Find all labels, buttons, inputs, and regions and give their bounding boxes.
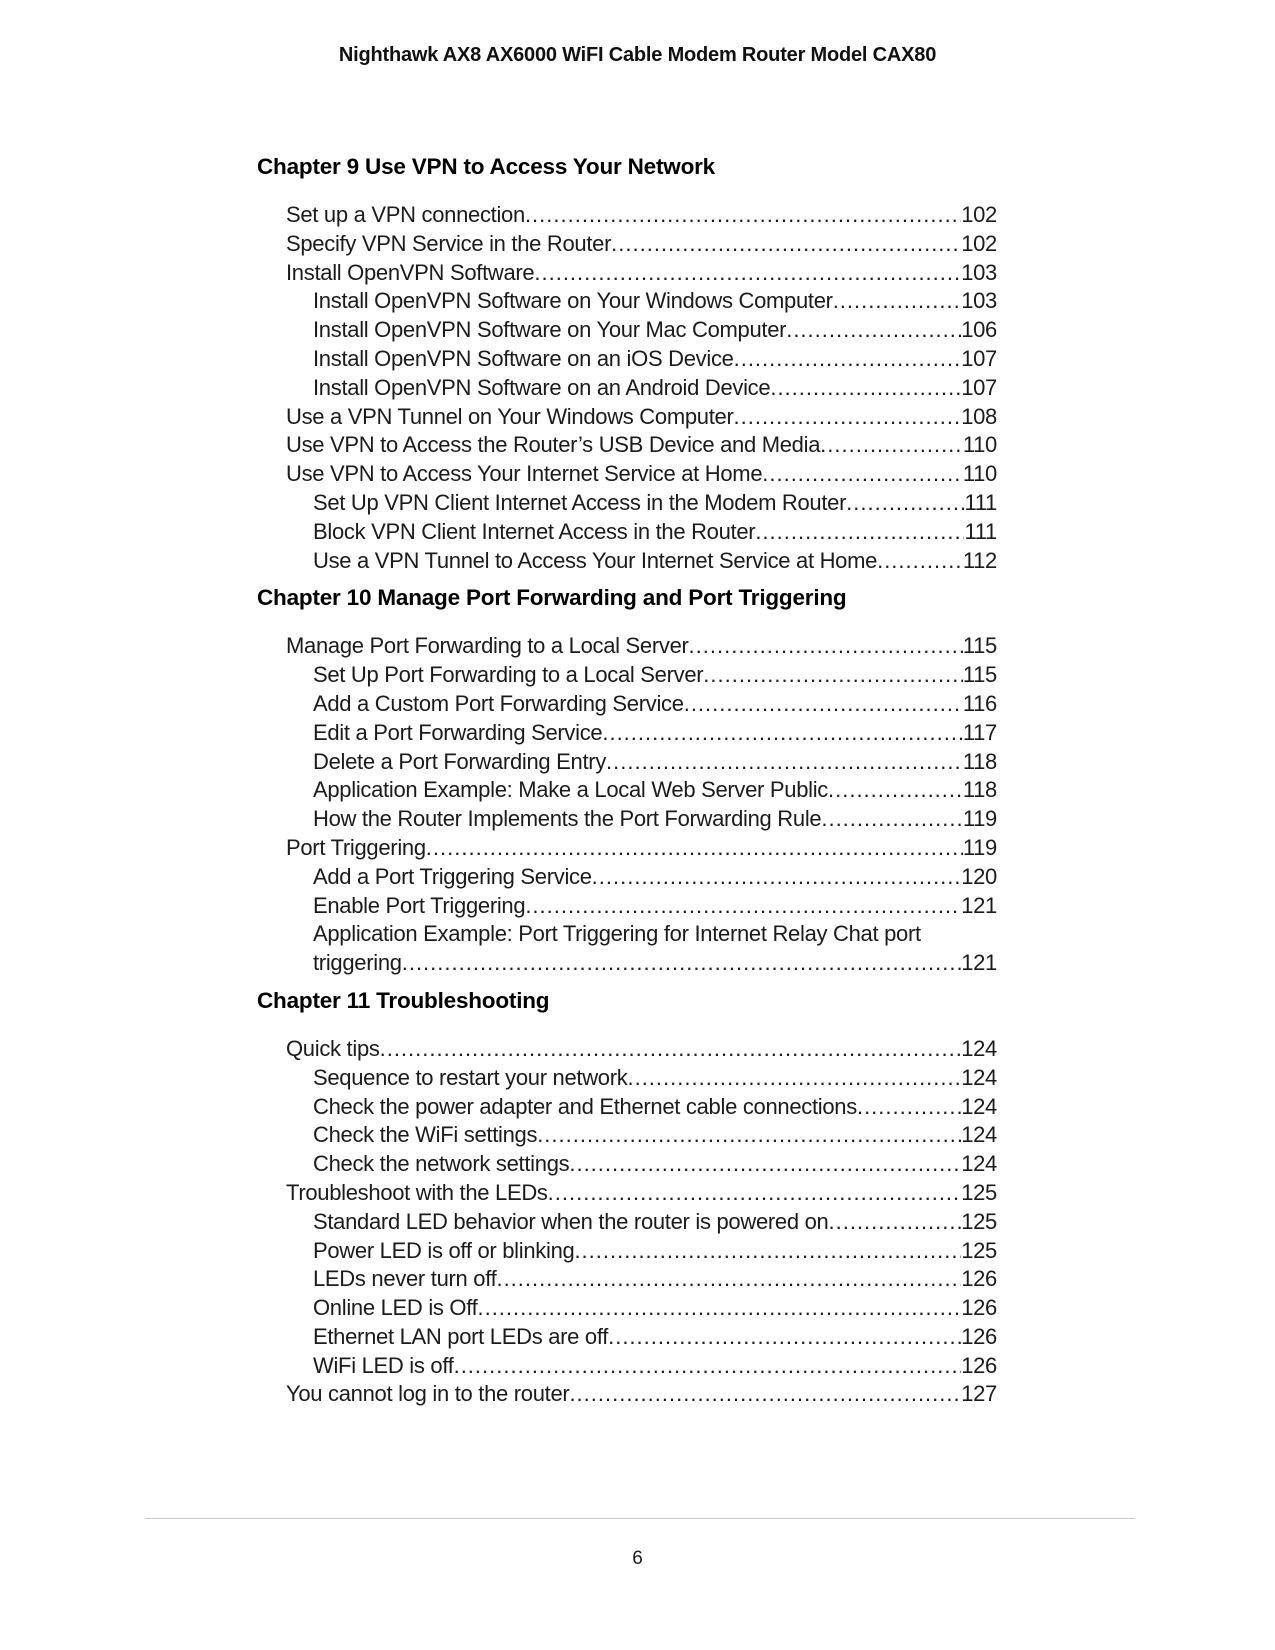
toc-entry-label: Manage Port Forwarding to a Local Server — [286, 633, 689, 659]
toc-entry-page: 108 — [961, 403, 997, 429]
toc-entry-page: 103 — [961, 259, 997, 285]
toc-entry-page: 110 — [962, 432, 997, 458]
toc-leader-dots — [762, 460, 963, 489]
toc-entry[interactable] — [257, 863, 997, 892]
toc-entry-label: Check the WiFi settings — [313, 1122, 538, 1148]
toc-leader-dots — [684, 690, 963, 719]
toc-entry-label: Application Example: Port Triggering for Internet Relay Chat port — [313, 921, 921, 947]
toc-leader-dots — [833, 287, 962, 316]
toc-leader-dots — [608, 1323, 961, 1352]
toc-entry-label: Edit a Port Forwarding Service — [313, 719, 603, 745]
chapter-title: Chapter 10 Manage Port Forwarding and Port Triggering — [257, 585, 847, 611]
toc-entry[interactable] — [257, 1035, 997, 1064]
toc-entry-label: Specify VPN Service in the Router — [286, 230, 612, 256]
toc-entry-page: 103 — [961, 288, 997, 314]
toc-leader-dots — [525, 892, 961, 921]
toc-entry-page: 107 — [961, 345, 997, 371]
toc-entry-label: Set Up VPN Client Internet Access in the Modem Router — [313, 489, 847, 515]
toc-entry-page: 107 — [961, 374, 997, 400]
toc-entry-page: 124 — [961, 1122, 997, 1148]
toc-entry[interactable] — [257, 287, 997, 316]
toc-entry[interactable] — [257, 805, 997, 834]
toc-entry[interactable] — [257, 201, 997, 230]
toc-entry-page: 124 — [961, 1035, 997, 1061]
toc-entry-label: Install OpenVPN Software on Your Mac Computer — [313, 317, 787, 343]
chapter-title: Chapter 11 Troubleshooting — [257, 987, 550, 1013]
toc-entry-page: 118 — [962, 748, 997, 774]
toc-entry[interactable] — [257, 259, 997, 288]
toc-entry[interactable] — [257, 460, 997, 489]
toc-leader-dots — [857, 1093, 961, 1122]
toc-entry-label: You cannot log in to the router — [286, 1381, 570, 1407]
toc-leader-dots — [820, 431, 963, 460]
toc-entry[interactable] — [257, 1064, 997, 1093]
toc-leader-dots — [734, 403, 962, 432]
toc-leader-dots — [821, 805, 962, 834]
toc-entry[interactable] — [257, 547, 997, 576]
toc-leader-dots — [770, 374, 961, 403]
toc-leader-dots — [846, 489, 964, 518]
toc-leader-dots — [828, 1208, 961, 1237]
toc-entry[interactable] — [257, 632, 997, 661]
toc-entry-page: 121 — [961, 892, 997, 918]
toc-leader-dots — [877, 547, 963, 576]
toc-entry-label: Application Example: Make a Local Web Server Public — [313, 777, 828, 803]
toc-leader-dots — [477, 1294, 961, 1323]
toc-entry-page: 126 — [961, 1295, 997, 1321]
toc-entry-page: 124 — [961, 1093, 997, 1119]
toc-entry-page: 117 — [962, 719, 997, 745]
toc-entry-page: 111 — [964, 518, 997, 544]
toc-entry-label: Port Triggering — [286, 834, 426, 860]
toc-entry-page: 106 — [961, 317, 997, 343]
toc-entry[interactable] — [257, 1121, 997, 1150]
toc-entry-label: Check the power adapter and Ethernet cable connections — [313, 1093, 857, 1119]
toc-entry-label: WiFi LED is off — [313, 1352, 454, 1378]
toc-entry-page: 119 — [962, 806, 997, 832]
toc-entry[interactable] — [257, 661, 997, 690]
toc-entry-label: Use a VPN Tunnel to Access Your Internet Service at Home — [313, 547, 878, 573]
toc-leader-dots — [627, 1064, 961, 1093]
toc-entry-page: 125 — [961, 1208, 997, 1234]
toc-entry[interactable] — [257, 1208, 997, 1237]
toc-entry-page: 121 — [961, 950, 997, 976]
toc-entry[interactable] — [257, 403, 997, 432]
toc-leader-dots — [606, 748, 963, 777]
toc-entry-label: How the Router Implements the Port Forwarding Rule — [313, 806, 822, 832]
toc-leader-dots — [537, 1121, 961, 1150]
toc-entry-page: 127 — [961, 1381, 997, 1407]
toc-chapter-2 — [257, 583, 997, 978]
toc-entry-page: 116 — [962, 690, 997, 716]
toc-entry-page: 118 — [962, 777, 997, 803]
table-of-contents — [257, 152, 997, 1417]
toc-entry[interactable] — [257, 316, 997, 345]
page-number: 6 — [632, 1548, 643, 1569]
toc-entry-label: Troubleshoot with the LEDs — [286, 1179, 548, 1205]
toc-leader-dots — [755, 518, 964, 547]
toc-leader-dots — [402, 949, 961, 978]
toc-entry[interactable] — [257, 1265, 997, 1294]
toc-entry-page: 102 — [961, 230, 997, 256]
toc-entry-label: Use VPN to Access Your Internet Service at Home — [286, 461, 763, 487]
chapter-title: Chapter 9 Use VPN to Access Your Network — [257, 154, 715, 179]
toc-leader-dots — [786, 316, 961, 345]
toc-entry[interactable] — [257, 690, 997, 719]
toc-leader-dots — [689, 632, 963, 661]
toc-entry-page: 126 — [961, 1323, 997, 1349]
toc-entry-page: 124 — [961, 1064, 997, 1090]
toc-entry-page: 120 — [961, 863, 997, 889]
toc-entry[interactable] — [257, 949, 997, 978]
toc-entry[interactable] — [257, 1093, 997, 1122]
toc-entry[interactable] — [257, 719, 997, 748]
toc-entry-label: Install OpenVPN Software on an iOS Device — [313, 345, 734, 371]
toc-entry[interactable] — [257, 1380, 997, 1409]
toc-entry-page: 110 — [962, 461, 997, 487]
toc-entry[interactable] — [257, 431, 997, 460]
toc-entry[interactable] — [257, 345, 997, 374]
toc-leader-dots — [703, 661, 963, 690]
toc-leader-dots — [534, 259, 961, 288]
toc-leader-dots — [574, 1237, 961, 1266]
toc-entry-label: LEDs never turn off — [313, 1266, 497, 1292]
toc-entry-label: triggering — [313, 950, 402, 976]
toc-entry-page: 126 — [961, 1266, 997, 1292]
toc-entry-label: Delete a Port Forwarding Entry — [313, 748, 607, 774]
document-header-title: Nighthawk AX8 AX6000 WiFI Cable Modem Router Model CAX80 — [338, 44, 937, 66]
toc-entry[interactable] — [257, 518, 997, 547]
toc-entry-label: Use VPN to Access the Router’s USB Device and Media — [286, 432, 821, 458]
toc-leader-dots — [569, 1380, 961, 1409]
toc-entry[interactable] — [257, 1150, 997, 1179]
toc-leader-dots — [592, 863, 962, 892]
toc-entry[interactable] — [257, 920, 997, 949]
toc-entry[interactable] — [257, 834, 997, 863]
toc-entry-label: Ethernet LAN port LEDs are off — [313, 1323, 609, 1349]
toc-entry-label: Standard LED behavior when the router is powered on — [313, 1208, 829, 1234]
toc-entry-page: 125 — [961, 1237, 997, 1263]
toc-entry-page: 111 — [964, 489, 997, 515]
toc-entry-label: Set up a VPN connection — [286, 202, 525, 227]
toc-leader-dots — [525, 201, 961, 230]
toc-entry[interactable] — [257, 489, 997, 518]
toc-entry[interactable] — [257, 230, 997, 259]
toc-leader-dots — [602, 719, 962, 748]
toc-entry-page: 124 — [961, 1151, 997, 1177]
toc-entry-label: Check the network settings — [313, 1151, 570, 1177]
toc-entry-label: Online LED is Off — [313, 1295, 478, 1321]
toc-entry-page: 115 — [962, 662, 997, 688]
toc-leader-dots — [548, 1179, 962, 1208]
toc-entry-page: 115 — [962, 633, 997, 659]
toc-entry[interactable] — [257, 1323, 997, 1352]
toc-entry-label: Install OpenVPN Software — [286, 259, 535, 285]
toc-entry-label: Sequence to restart your network — [313, 1064, 628, 1090]
toc-leader-dots — [569, 1150, 961, 1179]
toc-leader-dots — [496, 1265, 961, 1294]
toc-entry[interactable] — [257, 1179, 997, 1208]
toc-entry-page: 125 — [961, 1179, 997, 1205]
toc-entry[interactable] — [257, 374, 997, 403]
toc-entry-page: 102 — [961, 202, 997, 227]
toc-leader-dots — [734, 345, 962, 374]
toc-entry-label: Block VPN Client Internet Access in the Router — [313, 518, 756, 544]
toc-entry[interactable] — [257, 776, 997, 805]
toc-entry-page: 119 — [962, 834, 997, 860]
toc-entry-label: Use a VPN Tunnel on Your Windows Computer — [286, 403, 734, 429]
toc-entry-page: 126 — [961, 1352, 997, 1378]
toc-chapter-1 — [257, 152, 997, 575]
toc-entry-label: Enable Port Triggering — [313, 892, 526, 918]
toc-entry[interactable] — [257, 1352, 997, 1381]
toc-entry-label: Add a Custom Port Forwarding Service — [313, 690, 684, 716]
toc-chapter-3 — [257, 986, 997, 1409]
toc-leader-dots — [828, 776, 963, 805]
toc-entry-label: Set Up Port Forwarding to a Local Server — [313, 662, 704, 688]
toc-entry-label: Install OpenVPN Software on an Android Device — [313, 374, 771, 400]
footer-divider — [145, 1518, 1135, 1519]
toc-entry-label: Add a Port Triggering Service — [313, 863, 592, 889]
toc-entry[interactable] — [257, 892, 997, 921]
toc-entry-label: Install OpenVPN Software on Your Windows Computer — [313, 288, 833, 314]
toc-entry[interactable] — [257, 1294, 997, 1323]
toc-leader-dots — [611, 230, 961, 259]
toc-entry-page: 112 — [962, 547, 997, 573]
toc-entry[interactable] — [257, 748, 997, 777]
toc-entry[interactable] — [257, 1237, 997, 1266]
toc-leader-dots — [426, 834, 963, 863]
toc-leader-dots — [454, 1352, 962, 1381]
toc-entry-label: Quick tips — [286, 1035, 380, 1061]
toc-leader-dots — [380, 1035, 962, 1064]
toc-entry-label: Power LED is off or blinking — [313, 1237, 575, 1263]
